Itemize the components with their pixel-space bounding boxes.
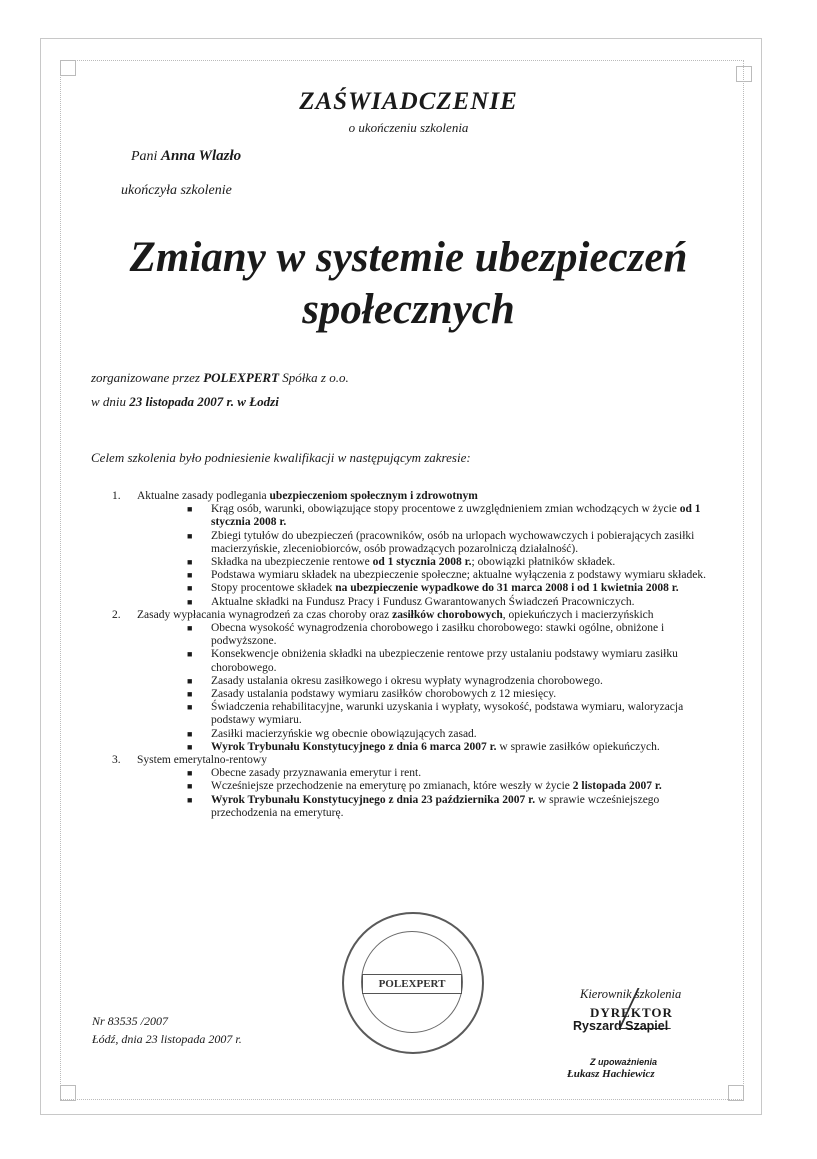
organizer-line <box>91 370 349 386</box>
square-bullet-icon: ■ <box>187 623 193 634</box>
certificate-title: ZAŚWIADCZENIE <box>299 88 518 115</box>
director-name: Ryszard Szapiel <box>573 1019 669 1033</box>
square-bullet-icon: ■ <box>187 583 193 594</box>
bullet-text: Składka na ubezpieczenie rentowe <box>211 556 373 569</box>
bullet-item <box>187 741 712 754</box>
bullet-text: Świadczenia rehabilitacyjne, warunki uzyskania i wypłaty, wysokość, podstawa wymiaru, waloryzacja podstawy wymiaru. <box>211 701 684 727</box>
square-bullet-icon: ■ <box>187 768 193 779</box>
bullet-item <box>187 622 712 648</box>
bullet-text: Krąg osób, warunki, obowiązujące stopy procentowe z uwzględnieniem zmian wchodzących w życie <box>211 503 680 516</box>
square-bullet-icon: ■ <box>187 596 193 607</box>
square-bullet-icon: ■ <box>187 741 193 752</box>
bullet-text: w sprawie wcześniejszego przechodzenia na emeryturę. <box>211 793 660 819</box>
bullet-text-bold: od 1 stycznia 2008 r. <box>372 556 472 569</box>
date-line <box>91 394 279 410</box>
training-scope-list <box>112 490 712 820</box>
bullet-text: ; obowiązki płatników składek. <box>471 556 616 569</box>
corner-ornament <box>736 66 752 82</box>
company-stamp <box>342 912 484 1054</box>
bullet-list <box>137 622 712 754</box>
bullet-text: Stopy <box>211 582 238 595</box>
scope-section <box>112 754 712 820</box>
bullet-item <box>187 556 712 569</box>
document-number: Nr 83535 /2007 <box>92 1014 169 1028</box>
section-heading-text: Zasady wypłacania wynagrodzeń za czas choroby oraz <box>137 608 393 621</box>
square-bullet-icon: ■ <box>187 557 193 568</box>
bullet-text-bold: od 1 stycznia 2008 r. <box>211 503 701 529</box>
section-number: 1. <box>112 490 121 502</box>
recipient-prefix: Pani <box>131 149 158 164</box>
square-bullet-icon: ■ <box>187 675 193 686</box>
date-place: w Łodzi <box>237 394 279 409</box>
bullet-item <box>187 780 712 793</box>
section-heading <box>137 609 712 622</box>
recipient-name: Anna Wlazło <box>160 148 242 164</box>
bullet-text: Aktualne składki na Fundusz Pracy i Fundusz Gwarantowanych Świadczeń Pracowniczych. <box>211 595 635 608</box>
section-heading-bold: ubezpieczeniom społecznym i zdrowotnym <box>269 490 478 502</box>
section-heading-text: Aktualne zasady podlegania <box>137 490 270 502</box>
signature-title: Kierownik szkolenia <box>580 987 682 1001</box>
authorized-name: Łukasz Hachiewicz <box>567 1068 655 1080</box>
bullet-text: procentowe składek <box>237 582 336 595</box>
bullet-item <box>187 596 712 609</box>
section-heading <box>137 754 712 767</box>
square-bullet-icon: ■ <box>187 530 193 541</box>
completed-text: ukończyła szkolenie <box>121 183 232 198</box>
course-title-line2: społecznych <box>302 286 515 333</box>
bullet-text: Zasady ustalania okresu zasiłkowego i okresu wypłaty wynagrodzenia chorobowego. <box>211 674 603 687</box>
corner-ornament <box>60 60 76 76</box>
bullet-text: Podstawa wymiaru składek na ubezpieczenie społeczne; aktualne wyłączenia z podstawy wymiaru składek. <box>211 569 706 582</box>
section-number: 3. <box>112 754 121 767</box>
bullet-text: w sprawie zasiłków opiekuńczych. <box>496 740 660 753</box>
bullet-item <box>187 569 712 582</box>
square-bullet-icon: ■ <box>187 794 193 805</box>
bullet-item <box>187 530 712 556</box>
bullet-item <box>187 794 712 820</box>
bullet-item <box>187 648 712 674</box>
bullet-list <box>137 503 712 609</box>
square-bullet-icon: ■ <box>187 504 193 515</box>
section-heading-bold: zasiłków chorobowych <box>392 608 503 621</box>
bullet-text-bold: 2 listopada 2007 r. <box>572 780 662 793</box>
bullet-item <box>187 688 712 701</box>
bullet-text: Konsekwencje obniżenia składki na ubezpieczenie rentowe przy ustalaniu podstawy wymiaru zasiłku chorobowego. <box>211 648 678 674</box>
corner-ornament <box>728 1085 744 1101</box>
bullet-text: Zasady ustalania podstawy wymiaru zasiłków chorobowych z 12 miesięcy. <box>211 688 557 701</box>
bullet-text-bold: Wyrok Trybunału Konstytucyjnego z dnia 6 marca 2007 r. <box>211 740 497 753</box>
course-title <box>0 232 817 336</box>
bullet-list <box>137 767 712 820</box>
organizer-name: POLEXPERT <box>203 370 280 385</box>
organizer-suffix: Spółka z o.o. <box>282 370 349 385</box>
director-label: DYREKTOR <box>590 1005 673 1020</box>
scope-section <box>112 490 712 609</box>
bullet-item <box>187 582 712 595</box>
section-heading <box>137 490 712 503</box>
square-bullet-icon: ■ <box>187 689 193 700</box>
scope-section <box>112 609 712 754</box>
stamp-label: POLEXPERT <box>362 974 462 994</box>
bullet-text: Obecna wysokość wynagrodzenia chorobowego i zasiłku chorobowego: stawki ogólne, obniżone i podwyższone. <box>211 622 665 648</box>
bullet-item <box>187 728 712 741</box>
bullet-text: Obecne zasady przyznawania emerytur i rent. <box>211 767 422 780</box>
document-place-date: Łódź, dnia 23 listopada 2007 r. <box>92 1032 242 1046</box>
square-bullet-icon: ■ <box>187 570 193 581</box>
course-title-line1: Zmiany w systemie ubezpieczeń <box>129 234 688 281</box>
section-heading-text: , opiekuńczych i macierzyńskich <box>502 608 654 621</box>
bullet-text: Wcześniejsze przechodzenie na emeryturę po zmianach, które weszły w życie <box>211 780 573 793</box>
bullet-item <box>187 767 712 780</box>
date-value: 23 listopada 2007 r. <box>129 394 235 409</box>
bullet-text: Zasiłki macierzyńskie wg obecnie obowiązujących zasad. <box>211 727 477 740</box>
purpose-text: Celem szkolenia było podniesienie kwalifikacji w następującym zakresie: <box>91 450 471 465</box>
square-bullet-icon: ■ <box>187 649 193 660</box>
bullet-item <box>187 701 712 727</box>
authorization-label: Z upoważnienia <box>590 1057 658 1067</box>
bullet-text: Zbiegi tytułów do ubezpieczeń (pracowników, osób na urlopach wychowawczych i pobierających zasiłki macierzyńskie, zleceniobiorców, osób prowadzących pozarolniczą działalność). <box>211 529 695 555</box>
recipient-line <box>131 148 241 165</box>
square-bullet-icon: ■ <box>187 728 193 739</box>
corner-ornament <box>60 1085 76 1101</box>
bullet-text-bold: na ubezpieczenie wypadkowe do 31 marca 2008 i od 1 kwietnia 2008 r. <box>335 582 679 595</box>
date-prefix: w dniu <box>91 394 127 409</box>
square-bullet-icon: ■ <box>187 702 193 713</box>
square-bullet-icon: ■ <box>187 781 193 792</box>
bullet-text-bold: Wyrok Trybunału Konstytucyjnego z dnia 23 października 2007 r. <box>211 793 536 806</box>
certificate-subtitle: o ukończeniu szkolenia <box>348 120 469 135</box>
section-heading-text: System emerytalno-rentowy <box>137 754 267 767</box>
bullet-item <box>187 675 712 688</box>
bullet-item <box>187 503 712 529</box>
section-number: 2. <box>112 608 121 621</box>
organizer-prefix: zorganizowane przez <box>91 370 200 385</box>
